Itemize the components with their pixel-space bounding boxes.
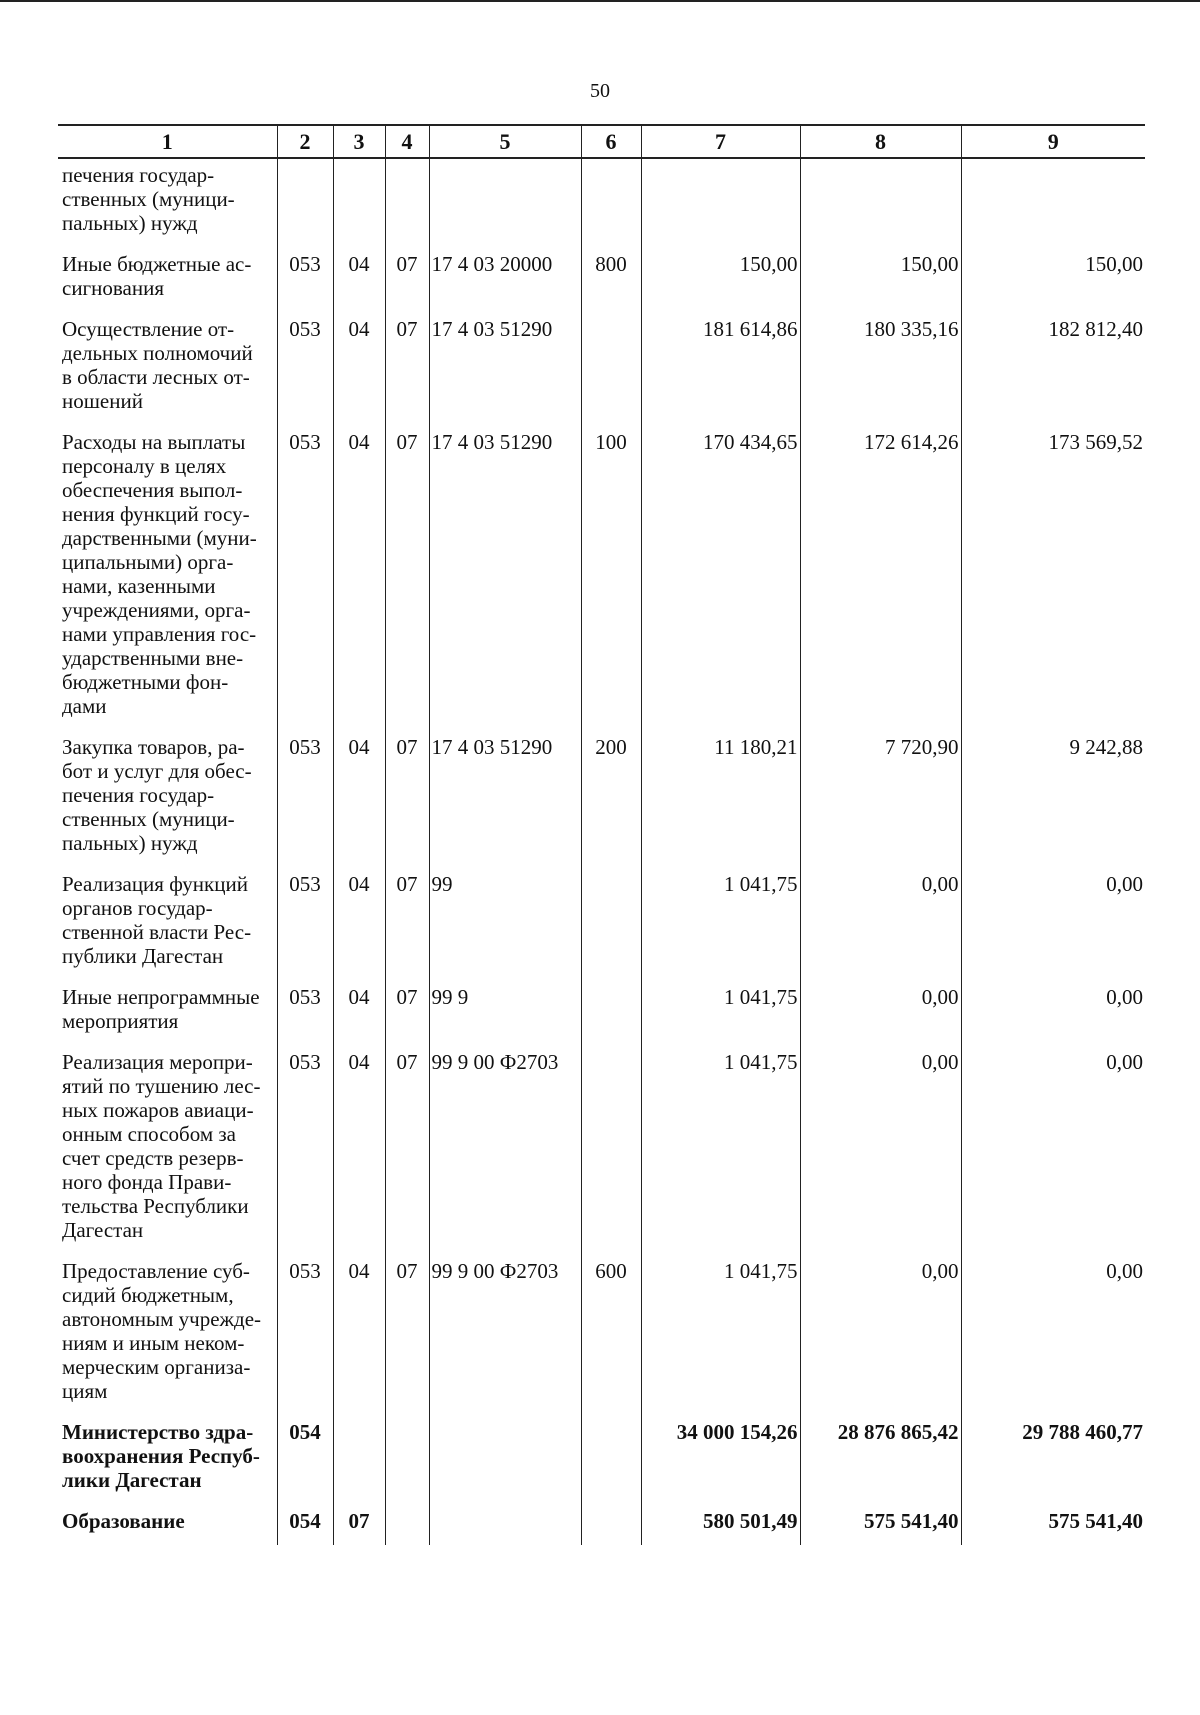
cell-subsection: 07 [385,735,429,872]
cell-subsection: 07 [385,317,429,430]
cell-amount-year-2: 0,00 [800,1050,961,1259]
cell-target-article: 99 9 00 Ф2703 [429,1259,581,1420]
cell-amount-year-2: 7 720,90 [800,735,961,872]
cell-ministry-code: 053 [277,1259,333,1420]
cell-target-article: 99 [429,872,581,985]
cell-name: Образование [62,1509,185,1533]
cell-target-article [429,1509,581,1545]
cell-subsection: 07 [385,252,429,317]
cell-amount-year-3 [961,158,1145,252]
cell-section: 04 [333,430,385,735]
header-col-8: 8 [800,125,961,158]
cell-amount-year-2: 575 541,40 [800,1509,961,1545]
cell-expense-type [581,985,641,1050]
cell-amount-year-3: 182 812,40 [961,317,1145,430]
cell-name: Осуществление от- дельных полномочий в области лесных от- ношений [62,317,253,413]
cell-section: 04 [333,985,385,1050]
table-row [58,1509,1145,1545]
cell-ministry-code: 054 [277,1509,333,1545]
header-col-9: 9 [961,125,1145,158]
cell-ministry-code: 053 [277,872,333,985]
cell-name: Министерство здра- воохранения Респуб- лики Дагестан [62,1420,260,1492]
cell-amount-year-1: 1 041,75 [641,872,800,985]
cell-amount-year-1: 181 614,86 [641,317,800,430]
budget-table [58,124,1145,1545]
cell-amount-year-3: 9 242,88 [961,735,1145,872]
cell-ministry-code: 053 [277,985,333,1050]
cell-expense-type [581,872,641,985]
cell-ministry-code: 053 [277,317,333,430]
cell-name: Закупка товаров, ра- бот и услуг для обес- печения государ- ственных (муници- пальных) нужд [62,735,252,855]
cell-amount-year-2: 0,00 [800,985,961,1050]
cell-name: Реализация функций органов государ- ственной власти Рес- публики Дагестан [62,872,252,968]
cell-ministry-code: 053 [277,252,333,317]
header-col-4: 4 [385,125,429,158]
cell-amount-year-3: 0,00 [961,1050,1145,1259]
cell-target-article: 17 4 03 51290 [429,430,581,735]
table-row [58,985,1145,1050]
header-col-5: 5 [429,125,581,158]
cell-section: 04 [333,252,385,317]
cell-target-article: 99 9 00 Ф2703 [429,1050,581,1259]
cell-name: печения государ- ственных (муници- пальных) нужд [62,163,235,235]
cell-subsection: 07 [385,1259,429,1420]
cell-section: 04 [333,872,385,985]
cell-amount-year-2: 150,00 [800,252,961,317]
cell-expense-type [581,1509,641,1545]
cell-target-article: 17 4 03 51290 [429,317,581,430]
cell-amount-year-1 [641,158,800,252]
cell-subsection: 07 [385,985,429,1050]
cell-amount-year-1: 1 041,75 [641,1259,800,1420]
cell-amount-year-1: 1 041,75 [641,1050,800,1259]
cell-expense-type: 100 [581,430,641,735]
cell-section: 04 [333,1050,385,1259]
cell-amount-year-1: 170 434,65 [641,430,800,735]
cell-ministry-code: 053 [277,430,333,735]
cell-expense-type: 600 [581,1259,641,1420]
cell-amount-year-3: 29 788 460,77 [961,1420,1145,1509]
cell-name: Расходы на выплаты персоналу в целях обеспечения выпол- нения функций госу- дарственными (муни- ципальными) орга- нами, казенными учреждениями, орга- нами управления гос- ударственными вне- бюджетными фон- дами [62,430,257,718]
header-col-7: 7 [641,125,800,158]
cell-amount-year-2: 172 614,26 [800,430,961,735]
cell-amount-year-3: 0,00 [961,1259,1145,1420]
cell-name: Иные непрограммные мероприятия [62,985,260,1033]
cell-expense-type [581,158,641,252]
cell-subsection: 07 [385,430,429,735]
header-col-3: 3 [333,125,385,158]
page-top-border [0,0,1200,2]
table-row [58,1420,1145,1509]
cell-expense-type: 200 [581,735,641,872]
cell-expense-type [581,1050,641,1259]
cell-target-article [429,158,581,252]
cell-amount-year-3: 150,00 [961,252,1145,317]
cell-target-article: 17 4 03 51290 [429,735,581,872]
cell-section: 04 [333,735,385,872]
cell-expense-type [581,317,641,430]
cell-amount-year-3: 575 541,40 [961,1509,1145,1545]
cell-name: Предоставление суб- сидий бюджетным, автономным учрежде- ниям и иным неком- мерческим организа- циям [62,1259,262,1403]
cell-target-article: 99 9 [429,985,581,1050]
cell-section: 04 [333,1259,385,1420]
table-row [58,1259,1145,1420]
cell-subsection [385,158,429,252]
cell-expense-type [581,1420,641,1509]
cell-amount-year-2: 28 876 865,42 [800,1420,961,1509]
cell-amount-year-3: 0,00 [961,985,1145,1050]
cell-subsection [385,1420,429,1509]
cell-amount-year-2: 0,00 [800,1259,961,1420]
cell-amount-year-3: 0,00 [961,872,1145,985]
cell-section: 07 [333,1509,385,1545]
table-row [58,735,1145,872]
table-row [58,158,1145,252]
cell-amount-year-1: 34 000 154,26 [641,1420,800,1509]
table-body [58,158,1145,1545]
table-row [58,252,1145,317]
cell-subsection [385,1509,429,1545]
cell-amount-year-2: 0,00 [800,872,961,985]
cell-ministry-code [277,158,333,252]
cell-amount-year-1: 150,00 [641,252,800,317]
cell-name: Реализация меропри- ятий по тушению лес- ных пожаров авиаци- онным способом за счет средств резерв- ного фонда Прави- тельства Республики Дагестан [62,1050,261,1242]
cell-target-article: 17 4 03 20000 [429,252,581,317]
cell-name: Иные бюджетные ас- сигнования [62,252,252,300]
cell-amount-year-2 [800,158,961,252]
cell-subsection: 07 [385,872,429,985]
cell-ministry-code: 053 [277,1050,333,1259]
table-row [58,1050,1145,1259]
cell-expense-type: 800 [581,252,641,317]
table-header [58,125,1145,158]
cell-amount-year-1: 1 041,75 [641,985,800,1050]
cell-subsection: 07 [385,1050,429,1259]
table-row [58,430,1145,735]
header-col-1: 1 [58,125,277,158]
cell-section [333,158,385,252]
page-number: 50 [590,80,610,102]
cell-ministry-code: 054 [277,1420,333,1509]
header-col-2: 2 [277,125,333,158]
cell-amount-year-3: 173 569,52 [961,430,1145,735]
cell-ministry-code: 053 [277,735,333,872]
cell-amount-year-1: 580 501,49 [641,1509,800,1545]
cell-section [333,1420,385,1509]
cell-amount-year-1: 11 180,21 [641,735,800,872]
header-col-6: 6 [581,125,641,158]
table-row [58,872,1145,985]
cell-target-article [429,1420,581,1509]
header-row [58,125,1145,158]
cell-amount-year-2: 180 335,16 [800,317,961,430]
cell-section: 04 [333,317,385,430]
table-row [58,317,1145,430]
